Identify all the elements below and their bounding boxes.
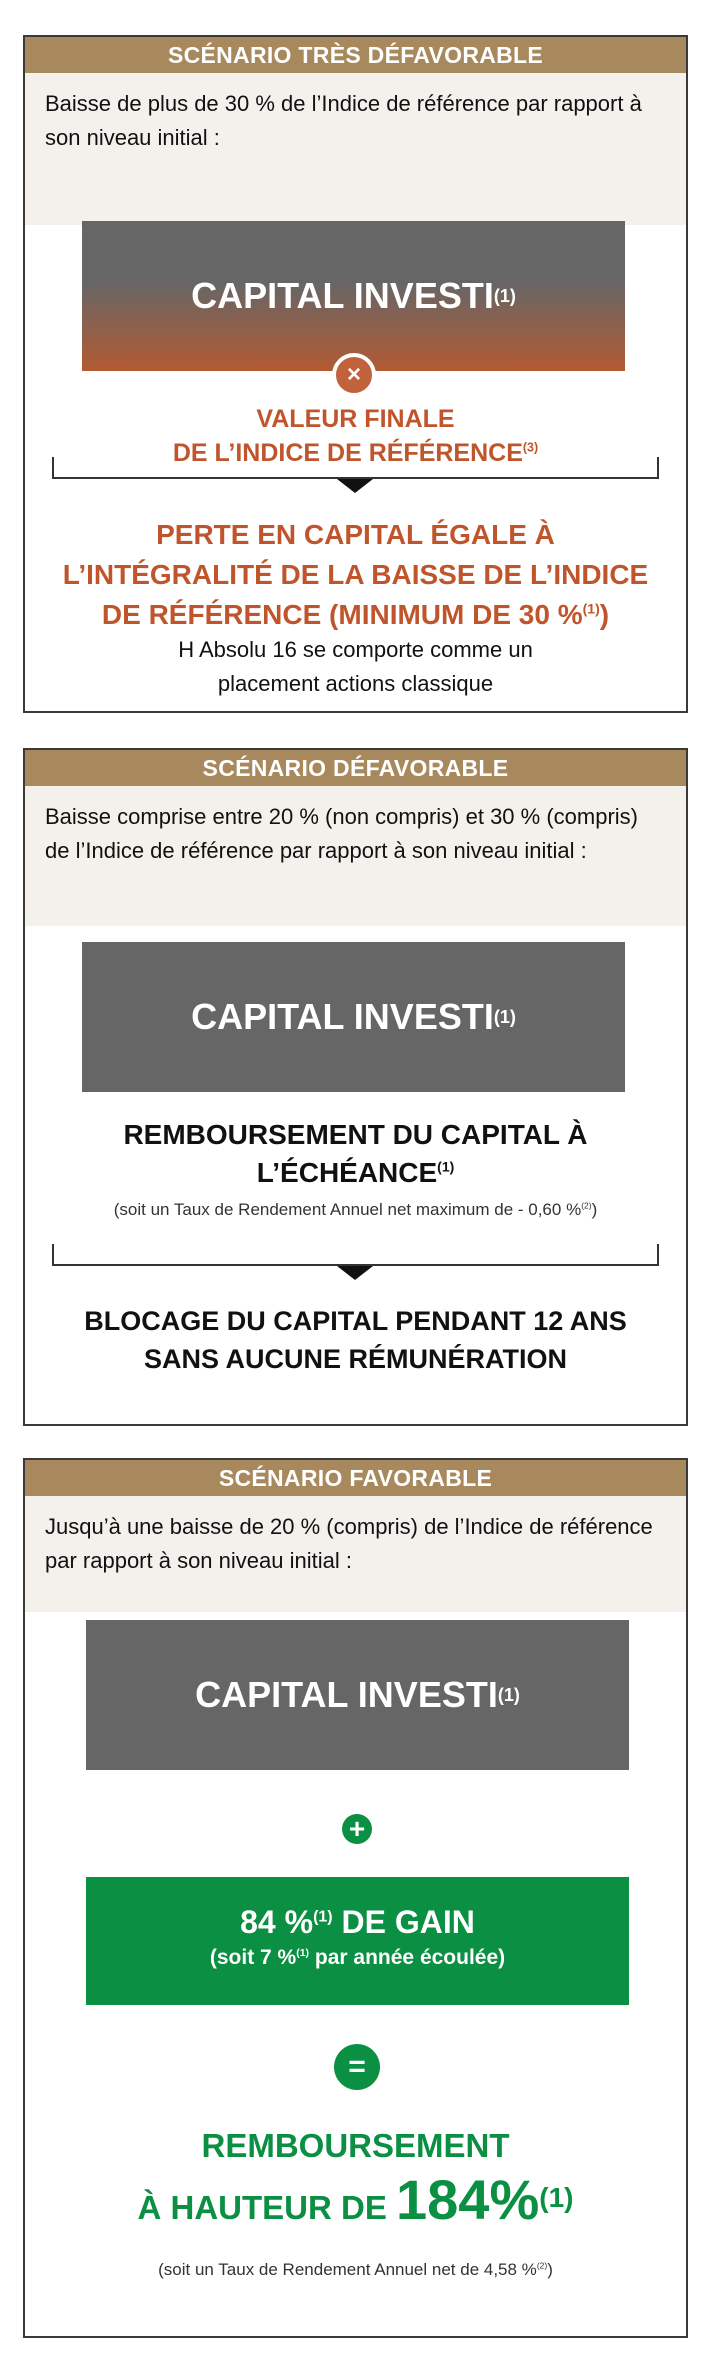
gain-sub-prefix: (soit 7 % — [209, 1946, 297, 1969]
result-line2: L’INTÉGRALITÉ DE LA BAISSE DE L’INDICE — [62, 559, 649, 590]
repay-footnote: (1) — [437, 1158, 455, 1175]
gain-label: DE GAIN — [332, 1904, 475, 1940]
rate-label: (soit un Taux de Rendement Annuel net de 4,58 % — [158, 2260, 537, 2279]
final-value-footnote: (3) — [522, 440, 539, 455]
repay-line1: REMBOURSEMENT DU CAPITAL À — [123, 1119, 588, 1150]
repay-line2: À HAUTEUR DE — [137, 2189, 397, 2226]
result-line1: PERTE EN CAPITAL ÉGALE À — [156, 519, 555, 550]
gain-box — [86, 1877, 629, 2005]
description-text: Baisse de plus de 30 % de l’Indice de référence par rapport à son niveau initial : — [45, 91, 642, 150]
result-text — [25, 1302, 686, 1378]
gain-sub-suffix: par année écoulée) — [309, 1946, 506, 1969]
bracket-divider — [52, 1244, 659, 1266]
multiply-symbol: × — [346, 361, 361, 388]
rate-label: (soit un Taux de Rendement Annuel net maximum de - 0,60 % — [113, 1200, 582, 1219]
arrow-down-icon — [337, 1266, 373, 1280]
scenario-favorable-card — [23, 1458, 688, 2338]
scenario-tres-defavorable-card — [23, 35, 688, 713]
rate-text — [25, 1198, 686, 1222]
equals-symbol: = — [348, 2050, 366, 2083]
capital-label: CAPITAL INVESTI — [191, 996, 494, 1037]
rate-footnote: (2) — [581, 1200, 592, 1211]
result-line2: SANS AUCUNE RÉMUNÉRATION — [143, 1344, 567, 1374]
scenario-description — [25, 73, 686, 225]
scenario-header: SCÉNARIO FAVORABLE — [25, 1460, 686, 1496]
description-text: Baisse comprise entre 20 % (non compris) et 30 % (compris) de l’Indice de référence par rapport à son niveau initial : — [45, 804, 638, 863]
plus-symbol: + — [348, 1813, 366, 1844]
gain-footnote: (1) — [313, 1908, 333, 1926]
result-footnote: (1) — [582, 600, 600, 617]
capital-investi-box: CAPITAL INVESTI (1) — [86, 1620, 629, 1770]
capital-label: CAPITAL INVESTI — [195, 1674, 498, 1715]
repay-text — [25, 2124, 686, 2240]
equals-icon — [334, 2044, 380, 2090]
scenario-header: SCÉNARIO DÉFAVORABLE — [25, 750, 686, 786]
capital-investi-box: CAPITAL INVESTI (1) — [82, 221, 625, 371]
gain-line — [86, 1901, 629, 1943]
scenario-header: SCÉNARIO TRÈS DÉFAVORABLE — [25, 37, 686, 73]
scenario-description — [25, 786, 686, 926]
repay-line2-wrap — [25, 2168, 686, 2240]
repay-line2: L’ÉCHÉANCE — [256, 1157, 438, 1188]
multiply-icon — [332, 353, 376, 397]
comment-line2: placement actions classique — [217, 671, 494, 696]
final-value-line1: VALEUR FINALE — [256, 405, 455, 433]
rate-close: ) — [547, 2260, 553, 2279]
arrow-down-icon — [337, 479, 373, 493]
final-value-line2: DE L’INDICE DE RÉFÉRENCE — [172, 439, 523, 467]
scenario-description — [25, 1496, 686, 1612]
rate-footnote: (2) — [536, 2260, 548, 2271]
gain-pct: 84 % — [240, 1904, 314, 1940]
comment-line1: H Absolu 16 se comporte comme un — [178, 637, 533, 662]
rate-close: ) — [591, 1200, 598, 1219]
result-line1: BLOCAGE DU CAPITAL PENDANT 12 ANS — [84, 1306, 627, 1336]
repay-line1: REMBOURSEMENT — [201, 2127, 510, 2164]
plus-icon — [342, 1814, 372, 1844]
gain-sub-footnote: (1) — [296, 1947, 310, 1959]
result-close: ) — [599, 599, 610, 630]
gain-sub-line — [86, 1943, 629, 1973]
capital-label: CAPITAL INVESTI — [191, 275, 494, 316]
repay-value: 184% — [396, 2168, 540, 2231]
scenario-defavorable-card — [23, 748, 688, 1426]
result-line3: DE RÉFÉRENCE (MINIMUM DE 30 % — [101, 599, 583, 630]
rate-text — [25, 2258, 686, 2282]
repay-text — [25, 1116, 686, 1192]
bracket-divider — [52, 457, 659, 479]
result-text — [25, 515, 686, 635]
repay-footnote: (1) — [539, 2182, 574, 2213]
description-text: Jusqu’à une baisse de 20 % (compris) de l’Indice de référence par rapport à son niveau initial : — [45, 1514, 653, 1573]
comment-text — [25, 633, 686, 701]
capital-investi-box: CAPITAL INVESTI (1) — [82, 942, 625, 1092]
